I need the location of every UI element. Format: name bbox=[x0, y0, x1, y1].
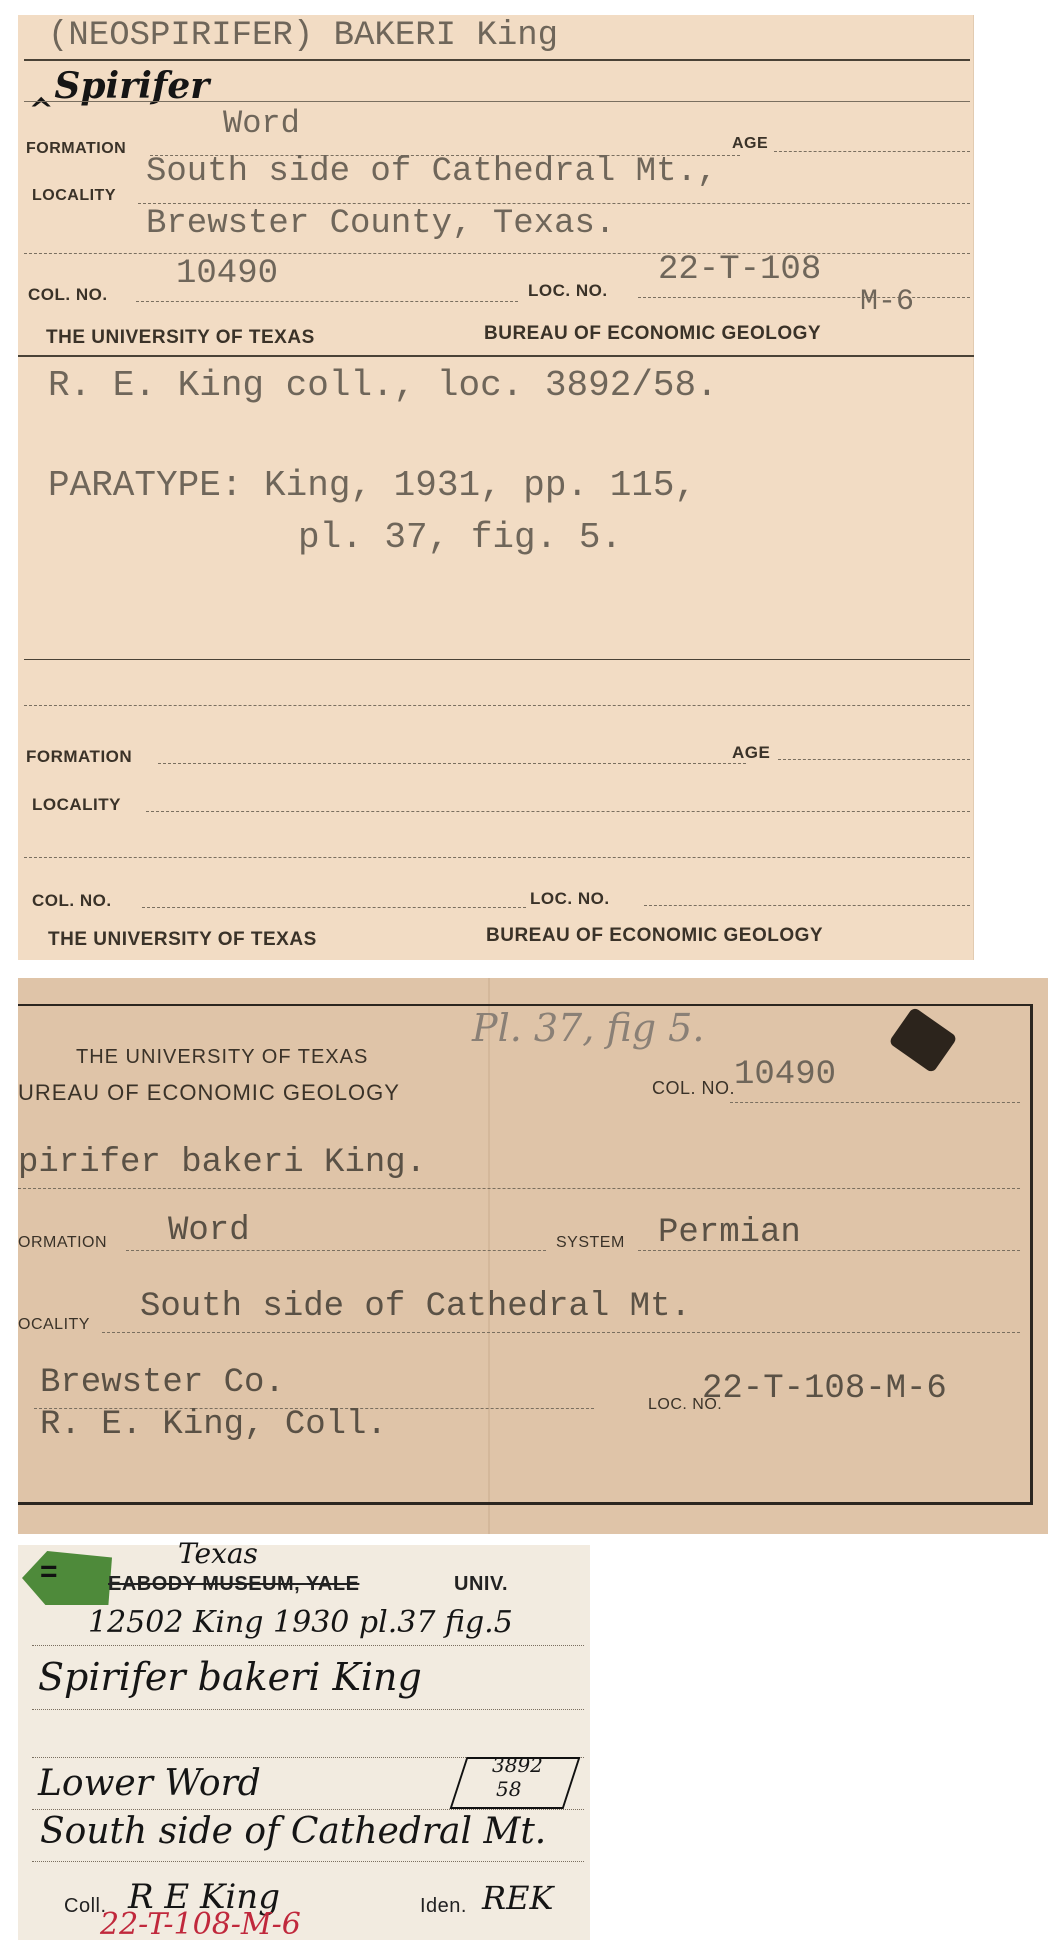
rule bbox=[24, 857, 970, 858]
loc-no-value: 22-T-108 bbox=[658, 251, 822, 289]
museum-struck: EABODY MUSEUM, YALE bbox=[108, 1573, 360, 1595]
col-no-line bbox=[136, 301, 518, 302]
age-line-blank bbox=[778, 759, 970, 760]
formation-line bbox=[126, 1250, 546, 1251]
loc-no-value: 22-T-108-M-6 bbox=[702, 1370, 947, 1408]
col-no-value: 10490 bbox=[734, 1056, 837, 1094]
locality-value: South side of Cathedral Mt. bbox=[140, 1288, 691, 1326]
loc-no-line-blank bbox=[644, 905, 970, 906]
col-no-value: 10490 bbox=[176, 255, 279, 293]
col-no-label: COL. NO. bbox=[28, 285, 108, 304]
loc-no-label-blank: LOC. NO. bbox=[530, 889, 610, 908]
locality-line bbox=[138, 203, 970, 204]
rule bbox=[32, 1645, 584, 1646]
bureau-name: UREAU OF ECONOMIC GEOLOGY bbox=[18, 1080, 400, 1105]
species-line bbox=[18, 1188, 1020, 1189]
specimen-label-card-1 bbox=[18, 15, 974, 960]
age-label-blank: AGE bbox=[732, 743, 771, 762]
coll-label: Coll. bbox=[64, 1895, 107, 1917]
age-label: AGE bbox=[732, 135, 769, 152]
catalog-reference: 12502 King 1930 pl.37 fig.5 bbox=[88, 1605, 513, 1640]
species-handwritten: Spirifer bakeri King bbox=[38, 1655, 422, 1699]
loc-no-line bbox=[638, 297, 970, 298]
age-line bbox=[774, 151, 970, 152]
locality-handwritten: South side of Cathedral Mt. bbox=[40, 1811, 547, 1852]
locality-line-1: South side of Cathedral Mt., bbox=[146, 153, 718, 191]
rule bbox=[24, 705, 970, 706]
paratype-note: PARATYPE: King, 1931, pp. 115, bbox=[48, 465, 697, 506]
loc-no-suffix: M-6 bbox=[860, 285, 915, 319]
specimen-label-card-3 bbox=[18, 1537, 590, 1942]
university-name: THE UNIVERSITY OF TEXAS bbox=[46, 327, 315, 348]
collection-note: R. E. King coll., loc. 3892/58. bbox=[48, 365, 718, 406]
formation-label: ORMATION bbox=[18, 1234, 108, 1251]
col-no-line bbox=[730, 1102, 1020, 1103]
formation-label-blank: FORMATION bbox=[26, 747, 133, 766]
loc-box-top: 3892 bbox=[492, 1753, 543, 1777]
title-typed: (NEOSPIRIFER) BAKERI King bbox=[48, 17, 559, 55]
specimen-label-card-2 bbox=[18, 978, 1048, 1534]
genus-handwritten: ‸Spirifer bbox=[28, 65, 210, 107]
col-no-label: COL. NO. bbox=[652, 1078, 736, 1098]
green-tag-mark: = bbox=[40, 1555, 59, 1588]
species-name: pirifer bakeri King. bbox=[18, 1144, 427, 1182]
formation-handwritten: Lower Word bbox=[38, 1763, 261, 1804]
locality-label-blank: LOCALITY bbox=[32, 795, 121, 814]
plate-reference: pl. 37, fig. 5. bbox=[298, 517, 623, 558]
loc-box-bottom: 58 bbox=[496, 1777, 522, 1801]
formation-value: Word bbox=[223, 105, 300, 142]
locality-label: OCALITY bbox=[18, 1316, 90, 1333]
rule bbox=[24, 659, 970, 660]
rule bbox=[32, 1709, 584, 1710]
locality-line-2: Brewster County, Texas. bbox=[146, 205, 616, 243]
system-label: SYSTEM bbox=[556, 1234, 625, 1251]
loc-no-label: LOC. NO. bbox=[648, 1396, 723, 1413]
rule bbox=[32, 1861, 584, 1862]
green-tag bbox=[22, 1551, 112, 1605]
section-divider bbox=[18, 355, 974, 357]
locality-line bbox=[102, 1332, 1020, 1333]
coll-value: R E King bbox=[128, 1877, 280, 1917]
bureau-name: BUREAU OF ECONOMIC GEOLOGY bbox=[484, 323, 822, 344]
university-name: THE UNIVERSITY OF TEXAS bbox=[76, 1046, 369, 1068]
locality-line-2-rule bbox=[24, 253, 970, 254]
bureau-name-blank: BUREAU OF ECONOMIC GEOLOGY bbox=[486, 925, 824, 946]
museum-univ: UNIV. bbox=[454, 1573, 509, 1595]
iden-label: Iden. bbox=[420, 1895, 467, 1917]
formation-value: Word bbox=[168, 1212, 250, 1250]
formation-line-blank bbox=[158, 763, 746, 764]
loc-no-label: LOC. NO. bbox=[528, 281, 608, 300]
pencil-plate-note: Pl. 37, fig 5. bbox=[472, 1006, 705, 1050]
collector: R. E. King, Coll. bbox=[40, 1406, 387, 1444]
iden-value: REK bbox=[482, 1879, 554, 1917]
col-no-label-blank: COL. NO. bbox=[32, 891, 112, 910]
title-underline bbox=[24, 59, 970, 61]
county: Brewster Co. bbox=[40, 1364, 285, 1402]
formation-label: FORMATION bbox=[26, 140, 127, 157]
locality-line-blank bbox=[146, 811, 970, 812]
rule bbox=[24, 101, 970, 102]
locality-label: LOCALITY bbox=[32, 187, 116, 204]
col-no-line-blank bbox=[142, 907, 526, 908]
university-name-blank: THE UNIVERSITY OF TEXAS bbox=[48, 929, 317, 950]
system-value: Permian bbox=[658, 1214, 801, 1252]
rule bbox=[32, 1809, 584, 1810]
system-line bbox=[638, 1250, 1020, 1251]
red-loc-number: 22-T-108-M-6 bbox=[100, 1907, 301, 1942]
annotation-texas: Texas bbox=[178, 1537, 258, 1570]
